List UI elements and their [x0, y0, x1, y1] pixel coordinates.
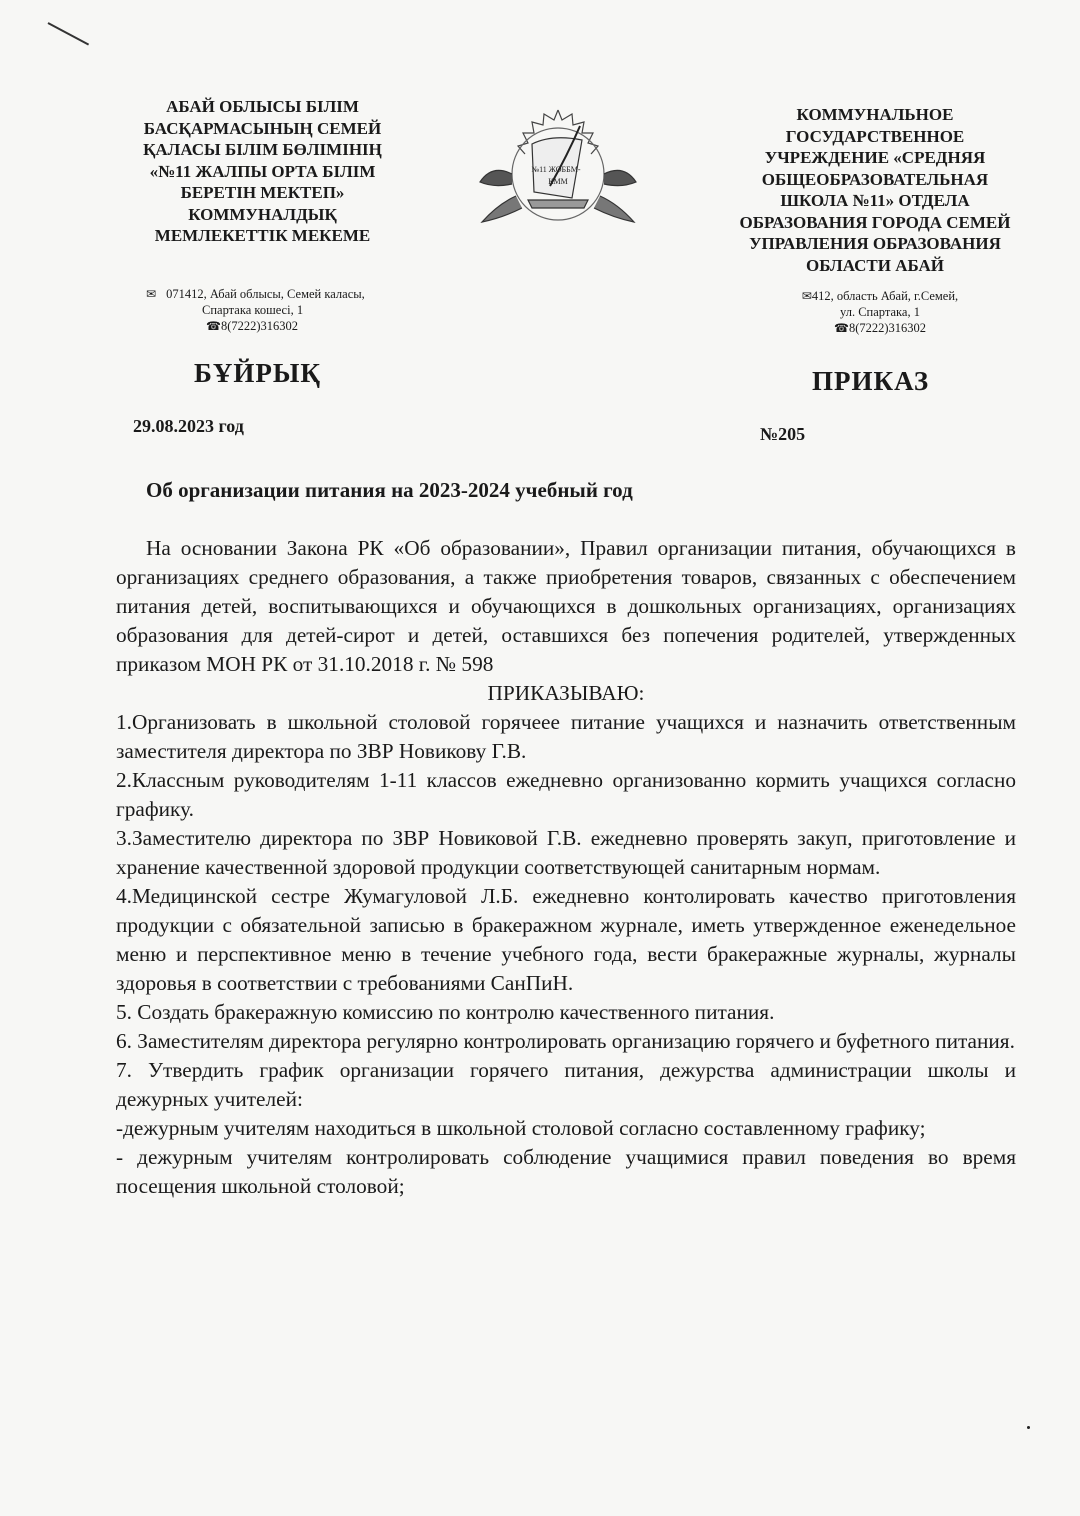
header-ru: [720, 104, 1030, 276]
phone-icon: ☎: [833, 321, 849, 335]
header-kz: [120, 96, 405, 247]
logo-text-top: №11 ЖОББМ-: [531, 165, 581, 174]
order-item: 7. Утвердить график организации горячего питания, дежурства администрации школы и дежурных учителей:: [116, 1058, 1016, 1111]
header-ru-line: ГОСУДАРСТВЕННОЕ: [785, 126, 965, 146]
order-item: 4.Медицинской сестре Жумагуловой Л.Б. ежедневно контолировать качество приготовления продукции с обязательной записью в бракеражном журнале, иметь утвержденное еженедельное меню и перспективное меню в течение учебного года, вести бракеражные журналы, журналы здоровья в соответствии с требованиями СанПиН.: [116, 884, 1016, 995]
header-kz-line: БАСҚАРМАСЫНЫҢ СЕМЕЙ: [143, 118, 382, 138]
order-item: - дежурным учителям контролировать соблюдение учащимися правил поведения во время посещения школьной столовой;: [116, 1145, 1016, 1198]
header-kz-line: ҚАЛАСЫ БІЛІМ БӨЛІМІНІҢ: [143, 140, 382, 159]
order-item: 2.Классным руководителям 1-11 классов ежедневно организованно кормить учащихся согласно графику.: [116, 768, 1016, 821]
header-ru-line: ОБЩЕОБРАЗОВАТЕЛЬНАЯ: [761, 169, 989, 189]
order-item: 1.Организовать в школьной столовой горячеее питание учащихся и назначить ответственным заместителя директора по ЗВР Новикову Г.В.: [116, 710, 1016, 763]
order-word: ПРИКАЗЫВАЮ:: [487, 681, 645, 705]
order-item: 5. Создать бракеражную комиссию по контролю качественного питания.: [116, 1000, 775, 1024]
title-kz: БҰЙРЫҚ: [194, 358, 321, 388]
address-ru: [760, 288, 1000, 336]
order-date: 29.08.2023 год: [133, 416, 244, 436]
header-kz-line: «№11 ЖАЛПЫ ОРТА БІЛІМ: [149, 161, 376, 181]
address-ru-line1: 412, область Абай, г.Семей,: [811, 289, 959, 303]
school-emblem-logo: [472, 104, 644, 244]
order-item: 3.Заместителю директора по ЗВР Новиковой Г.В. ежедневно проверять закуп, приготовление и хранение качественной здоровой продукции соответствующей санитарным нормам.: [116, 826, 1016, 879]
address-kz-line2: Спартака кошесі, 1: [202, 303, 304, 317]
scan-dot: [1027, 1426, 1030, 1429]
header-ru-line: УЧРЕЖДЕНИЕ «СРЕДНЯЯ: [764, 148, 986, 167]
title-ru: ПРИКАЗ: [812, 366, 930, 396]
order-item: -дежурным учителям находиться в школьной столовой согласно составленному графику;: [116, 1116, 926, 1140]
header-ru-line: УПРАВЛЕНИЯ ОБРАЗОВАНИЯ: [749, 234, 1001, 253]
header-kz-line: КОММУНАЛДЫҚ: [188, 204, 337, 224]
header-ru-line: КОММУНАЛЬНОЕ: [796, 105, 954, 124]
envelope-icon: ✉: [801, 289, 812, 303]
address-kz-line1: 071412, Абай облысы, Семей каласы,: [166, 287, 365, 301]
scan-mark: [48, 22, 90, 45]
order-item: 6. Заместителям директора регулярно контролировать организацию горячего и буфетного питания.: [116, 1029, 1015, 1053]
phone-kz: 8(7222)316302: [220, 319, 299, 333]
address-ru-line2: ул. Спартака, 1: [840, 305, 920, 319]
header-kz-line: АБАЙ ОБЛЫСЫ БІЛІМ: [166, 97, 359, 116]
envelope-icon: ✉: [146, 287, 157, 301]
address-kz: [146, 286, 436, 334]
order-number: №205: [760, 424, 806, 444]
header-ru-line: ОБЛАСТИ АБАЙ: [805, 255, 945, 275]
header-kz-line: БЕРЕТІН МЕКТЕП»: [180, 183, 345, 202]
header-ru-line: ОБРАЗОВАНИЯ ГОРОДА СЕМЕЙ: [739, 212, 1011, 232]
header-ru-line: ШКОЛА №11» ОТДЕЛА: [780, 191, 970, 210]
order-subject: Об организации питания на 2023-2024 учебный год: [146, 478, 633, 502]
logo-text-bottom: КММ: [548, 177, 568, 186]
phone-icon: ☎: [206, 319, 221, 333]
phone-ru: 8(7222)316302: [848, 321, 927, 335]
preamble: На основании Закона РК «Об образовании», Правил организации питания, обучающихся в организациях среднего образования, а также приобретения товаров, связанных с обеспечением питания детей, воспитывающихся и обучающихся в дошкольных организациях, организациях образования для детей-сирот и детей, оставшихся без попечения родителей, утвержденных приказом МОН РК от 31.10.2018 г. № 598: [116, 536, 1016, 676]
header-kz-line: МЕМЛЕКЕТТІК МЕКЕМЕ: [154, 226, 371, 245]
order-body: [116, 534, 1016, 1201]
